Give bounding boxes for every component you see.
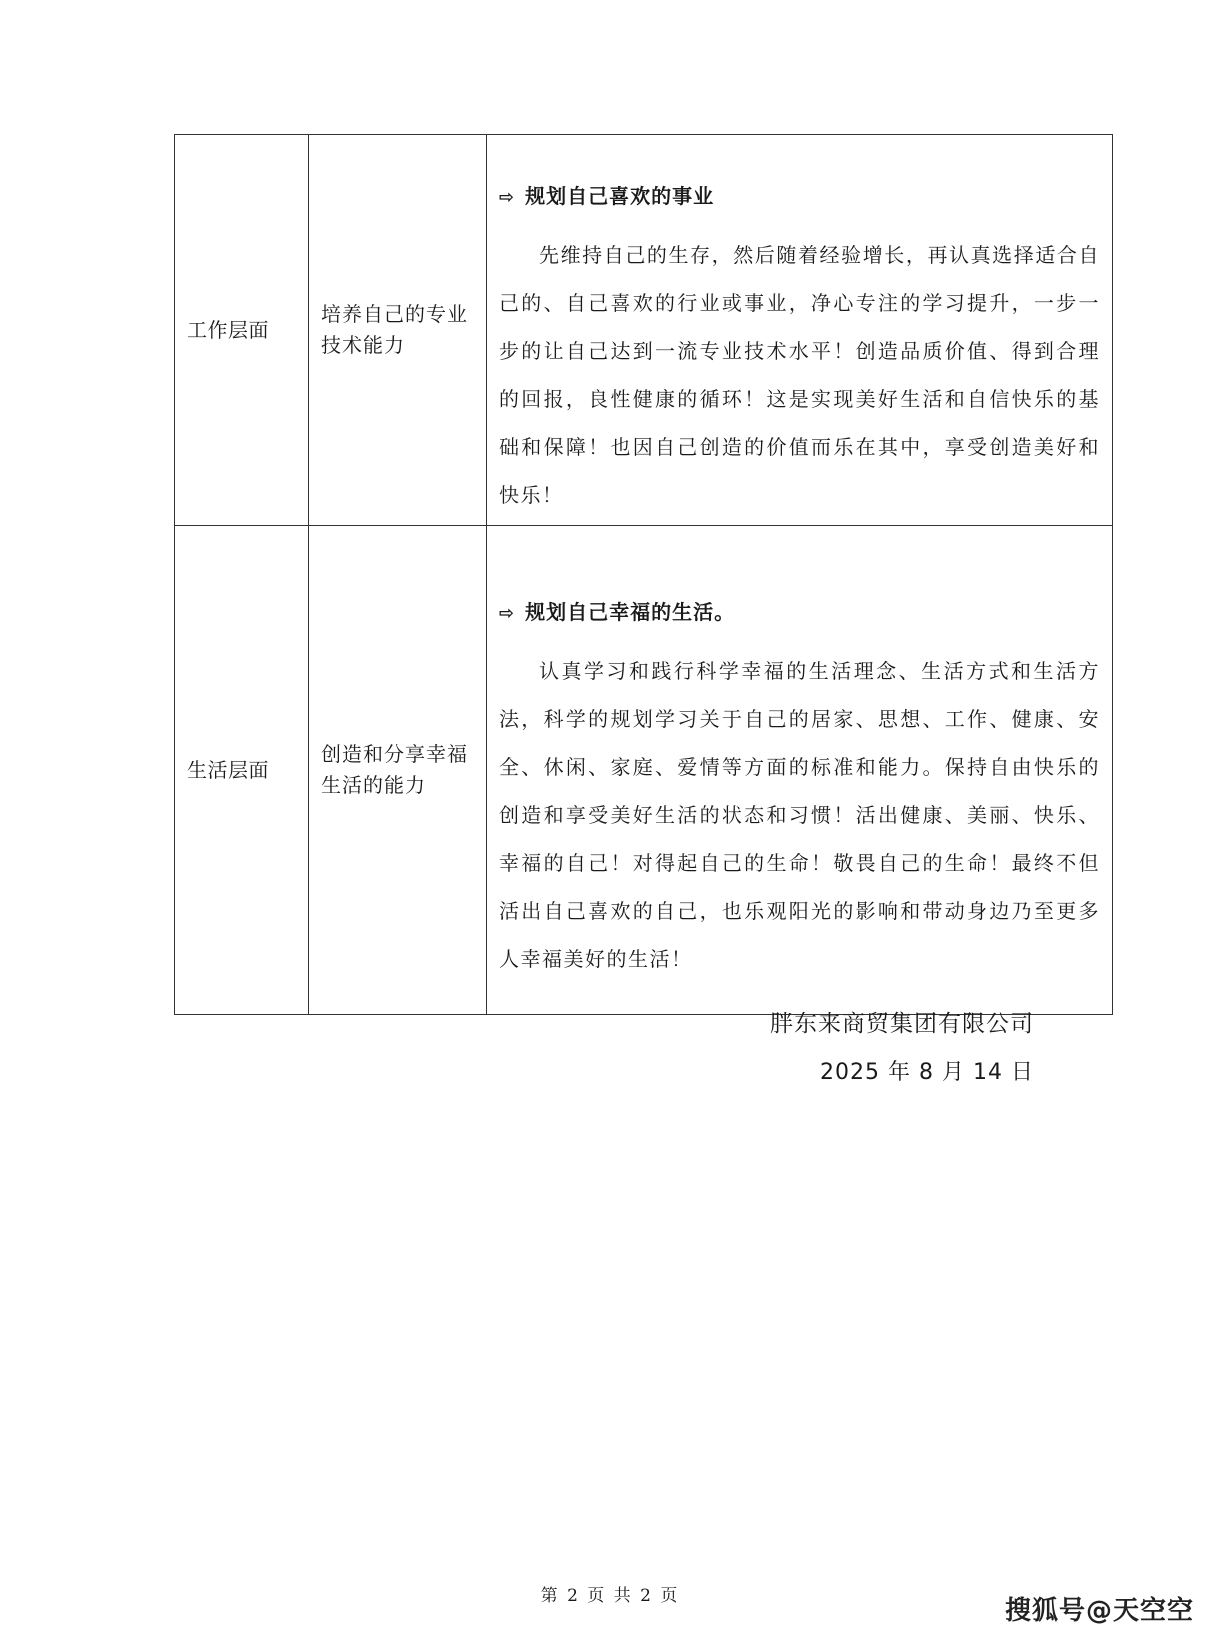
planning-table — [174, 134, 1113, 1015]
table-row — [175, 135, 1113, 526]
skill-cell: 培养自己的专业技术能力 — [309, 135, 487, 526]
content-paragraph: 认真学习和践行科学幸福的生活理念、生活方式和生活方法，科学的规划学习关于自己的居家、思想、工作、健康、安全、休闲、家庭、爱情等方面的标准和能力。保持自由快乐的创造和享受美好生活的状态和习惯！活出健康、美丽、快乐、幸福的自己！对得起自己的生命！敬畏自己的生命！最终不但活出自己喜欢的自己，也乐观阳光的影响和带动身边乃至更多人幸福美好的生活！ — [499, 659, 1100, 971]
heading-text: 规划自己幸福的生活。 — [525, 600, 736, 624]
content-heading — [499, 597, 1100, 629]
signature-date: 2025 年 8 月 14 日 — [820, 1060, 1034, 1085]
table-row — [175, 526, 1113, 1015]
heading-text: 规划自己喜欢的事业 — [525, 184, 715, 208]
content-cell — [487, 526, 1113, 1015]
skill-cell: 创造和分享幸福生活的能力 — [309, 526, 487, 1015]
page-number: 第 2 页 共 2 页 — [540, 1586, 680, 1606]
level-cell: 工作层面 — [175, 135, 309, 526]
watermark: 搜狐号@天空空 — [1004, 1596, 1194, 1626]
arrow-right-icon: ⇨ — [499, 187, 516, 208]
arrow-right-icon: ⇨ — [499, 603, 516, 624]
content-paragraph: 先维持自己的生存，然后随着经验增长，再认真选择适合自己的、自己喜欢的行业或事业，净心专注的学习提升，一步一步的让自己达到一流专业技术水平！创造品质价值、得到合理的回报，良性健康的循环！这是实现美好生活和自信快乐的基础和保障！也因自己创造的价值而乐在其中，享受创造美好和快乐！ — [499, 243, 1100, 507]
company-signature: 胖东来商贸集团有限公司 — [770, 1011, 1034, 1037]
content-cell — [487, 135, 1113, 526]
level-cell: 生活层面 — [175, 526, 309, 1015]
content-heading — [499, 181, 1100, 213]
